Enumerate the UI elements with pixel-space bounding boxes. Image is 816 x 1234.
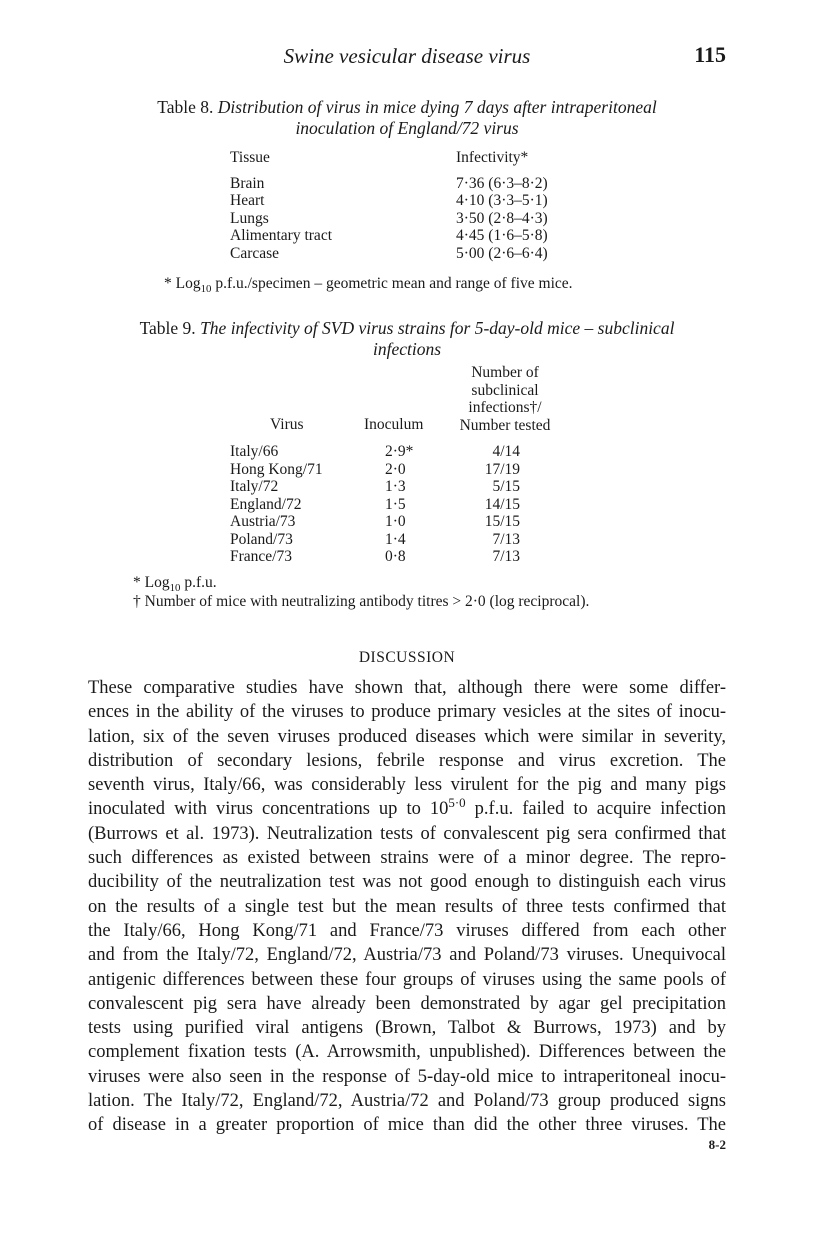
table9-footnote-2: † Number of mice with neutralizing antibody titres > 2·0 (log reciprocal). [133, 593, 590, 610]
number-cell: 7/13 [492, 530, 520, 548]
body-line: viruses were also seen in the response of 5-day-old mice to intraperitoneal inocu- [88, 1066, 726, 1087]
tissue-cell: Heart [230, 192, 265, 209]
table8-col-infectivity: Infectivity* [456, 149, 529, 166]
table-row [230, 245, 570, 263]
table9-footnote1-prefix: * Log [133, 574, 170, 591]
virus-cell: Hong Kong/71 [230, 460, 323, 478]
table9-col-virus: Virus [270, 416, 304, 433]
body-line: tests using purified viral antigens (Brown, Talbot & Burrows, 1973) and by [88, 1018, 726, 1039]
table9-col-number-line: subclinical [471, 381, 539, 399]
virus-cell: Italy/66 [230, 443, 279, 460]
table8-header-row [230, 149, 570, 167]
body-line: seventh virus, Italy/66, was considerably less virulent for the pig and many pigs [88, 775, 726, 796]
running-title: Swine vesicular disease virus [283, 44, 531, 68]
inoculum-cell: 1·3 [385, 478, 406, 495]
body-line: on the results of a single test but the mean results of three tests confirmed that [88, 896, 726, 917]
tissue-cell: Alimentary tract [230, 227, 332, 244]
table8-footnote-prefix: * Log [164, 275, 201, 292]
inoculum-cell: 0·8 [385, 548, 406, 565]
table9-footnote-1 [133, 574, 217, 595]
table-row [230, 175, 570, 193]
number-cell: 14/15 [484, 495, 520, 513]
infectivity-cell: 7·36 (6·3–8·2) [456, 174, 548, 192]
number-cell: 5/15 [492, 478, 520, 495]
table8-caption-line1: Distribution of virus in mice dying 7 days after intraperitoneal [217, 97, 657, 117]
table9-col-inoculum: Inoculum [364, 416, 424, 433]
inoculum-cell: 2·0 [385, 460, 406, 478]
table8-label: Table 8. [157, 97, 214, 117]
table9-header [230, 364, 570, 434]
table8-caption-line2: inoculation of England/72 virus [295, 118, 519, 138]
body-line: lation, six of the seven viruses produced diseases which were similar in severity, [88, 726, 726, 747]
body-line: complement fixation tests (A. Arrowsmith, unpublished). Differences between the [88, 1042, 726, 1063]
body-line-with-exponent [88, 797, 726, 821]
exponent: 5·0 [448, 797, 466, 811]
tissue-cell: Brain [230, 174, 265, 192]
table8-caption [88, 97, 726, 139]
body-line: antigenic differences between these four groups of viruses using the same pools of [88, 969, 726, 990]
body-line: ducibility of the neutralization test was not good enough to distinguish each virus [88, 872, 726, 893]
inoculum-cell: 2·9* [385, 443, 414, 460]
table-row [230, 478, 570, 496]
body-line: and from the Italy/72, England/72, Austria/73 and Poland/73 viruses. Unequivocal [88, 945, 726, 966]
table-row [230, 461, 570, 479]
table9-caption-line2: infections [372, 339, 442, 359]
virus-cell: England/72 [230, 495, 302, 513]
table9-caption [88, 318, 726, 360]
virus-cell: France/73 [230, 548, 292, 565]
number-cell: 15/15 [484, 513, 520, 530]
infectivity-cell: 4·45 (1·6–5·8) [456, 227, 548, 244]
table-row [230, 496, 570, 514]
inoculum-cell: 1·0 [385, 513, 406, 530]
body-line: lation. The Italy/72, England/72, Austria/72 and Poland/73 group produced signs [88, 1091, 726, 1112]
table8-footnote-text: p.f.u./specimen – geometric mean and range of five mice. [211, 275, 573, 292]
table9-col-number-line: infections†/ [468, 399, 542, 416]
number-cell: 17/19 [484, 460, 520, 478]
body-line-text: inoculated with virus concentrations up to 10 [88, 799, 449, 820]
body-line: ences in the ability of the viruses to produce primary vesicles at the sites of inocu- [88, 702, 726, 723]
infectivity-cell: 3·50 (2·8–4·3) [456, 209, 548, 227]
number-cell: 7/13 [492, 548, 520, 565]
discussion-body [88, 676, 726, 1138]
table9-footnote1-sub: 10 [169, 582, 181, 595]
signature-mark: 8-2 [708, 1137, 726, 1152]
tissue-cell: Lungs [230, 209, 269, 227]
body-line: of disease in a greater proportion of mice than did the other three viruses. The [88, 1115, 726, 1136]
page-number: 115 [694, 42, 726, 67]
body-line: (Burrows et al. 1973). Neutralization tests of convalescent pig sera confirmed that [88, 823, 726, 844]
body-line: the Italy/66, Hong Kong/71 and France/73 viruses differed from each other [88, 920, 726, 941]
table9 [230, 364, 570, 566]
table9-footnote1-text: p.f.u. [180, 574, 217, 591]
table-row [230, 443, 570, 461]
virus-cell: Austria/73 [230, 513, 296, 530]
table-row [230, 531, 570, 549]
table8 [230, 149, 570, 262]
table8-footnote-sub: 10 [200, 283, 212, 296]
inoculum-cell: 1·4 [385, 530, 406, 548]
tissue-cell: Carcase [230, 244, 280, 262]
table9-col-number [450, 364, 560, 434]
table-row [230, 513, 570, 531]
table-row [230, 227, 570, 245]
infectivity-cell: 4·10 (3·3–5·1) [456, 192, 548, 209]
virus-cell: Italy/72 [230, 478, 279, 495]
body-line-text: p.f.u. failed to acquire infection [465, 799, 726, 820]
table9-caption-line1: The infectivity of SVD virus strains for 5-day-old mice – subclinical [200, 318, 675, 338]
table9-col-number-line: Number of [471, 364, 539, 381]
number-cell: 4/14 [492, 443, 520, 460]
table8-footnote [164, 275, 573, 296]
inoculum-cell: 1·5 [385, 495, 406, 513]
body-line: These comparative studies have shown that, although there were some differ- [88, 678, 726, 698]
table9-label: Table 9. [139, 318, 196, 338]
body-line: convalescent pig sera have already been demonstrated by agar gel precipitation [88, 993, 726, 1014]
table-row [230, 548, 570, 566]
table8-col-tissue: Tissue [230, 149, 270, 166]
body-line: distribution of secondary lesions, febrile response and virus excretion. The [88, 750, 726, 771]
table-row [230, 210, 570, 228]
infectivity-cell: 5·00 (2·6–6·4) [456, 244, 548, 262]
table-row [230, 192, 570, 210]
section-heading: DISCUSSION [358, 649, 456, 666]
running-head [88, 44, 726, 74]
body-line: such differences as existed between strains were of a minor degree. The repro- [88, 848, 726, 869]
virus-cell: Poland/73 [230, 530, 293, 548]
table9-col-number-line: Number tested [459, 416, 551, 434]
